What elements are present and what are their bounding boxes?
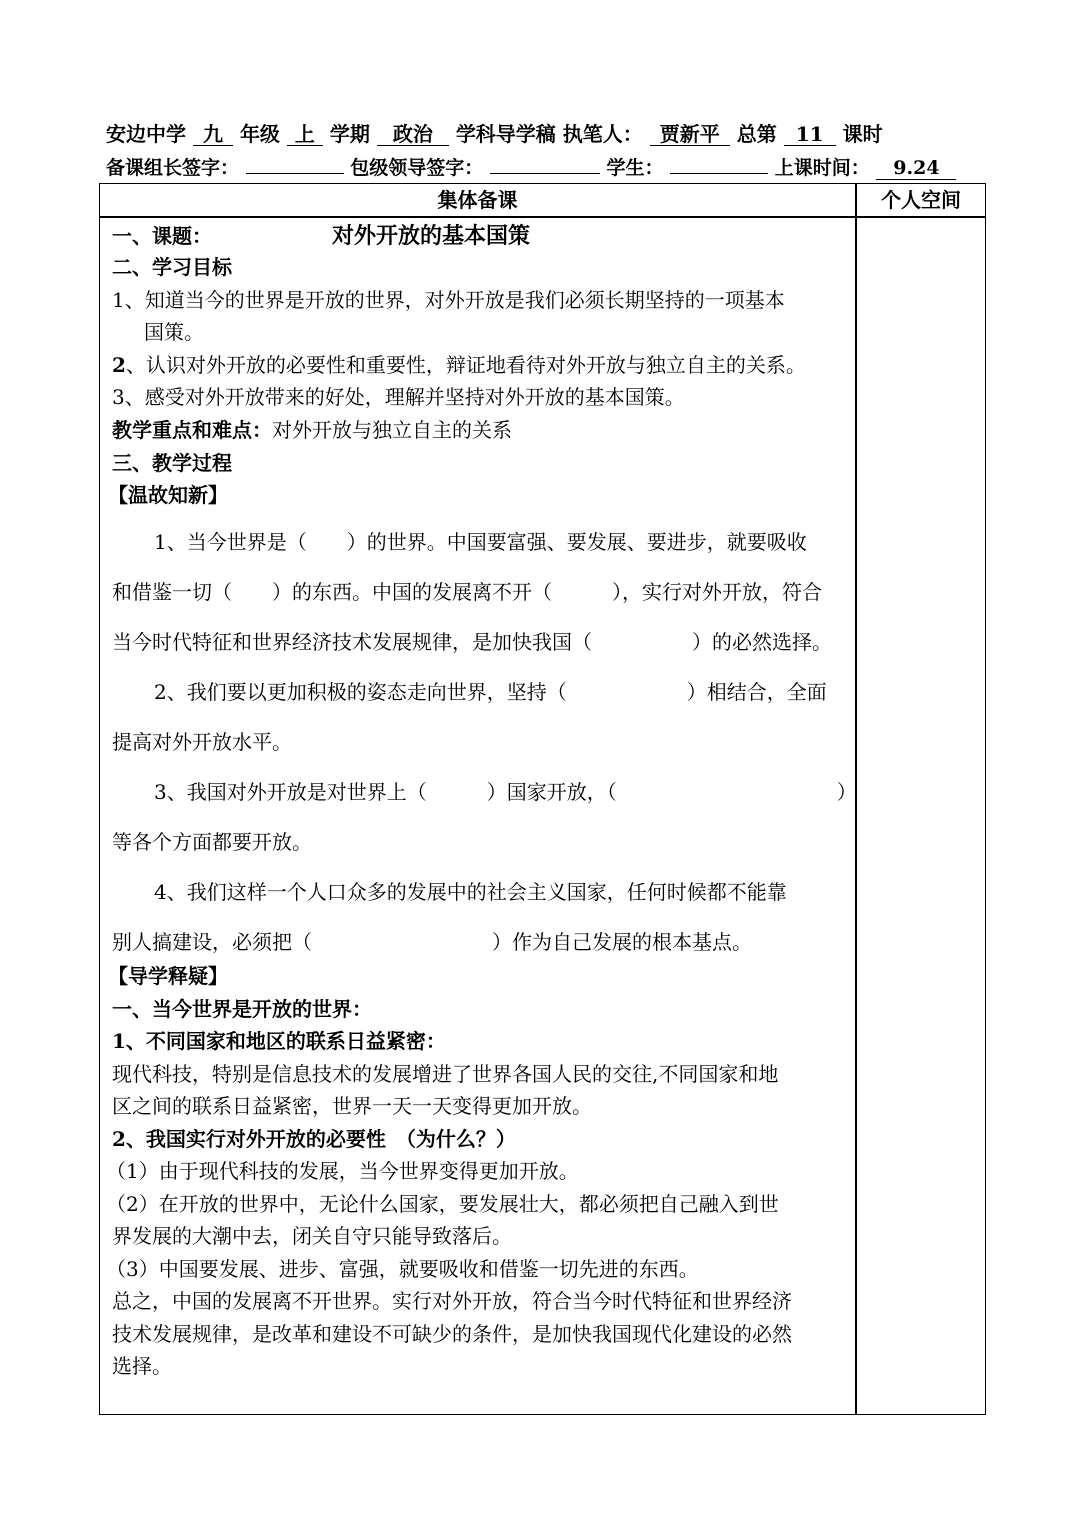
student-blank[interactable]	[670, 173, 768, 174]
review-q3: 3、我国对外开放是对世界上（ ）国家开放，（ ）	[154, 780, 857, 804]
summary-cont: 技术发展规律，是改革和建设不可缺少的条件，是加快我国现代化建设的必然	[112, 1322, 792, 1346]
review-q4-cont: 别人搞建设，必须把（ ）作为自己发展的根本基点。	[112, 930, 752, 954]
grade-label: 年级	[239, 122, 280, 146]
summary: 总之，中国的发展离不开世界。实行对外开放，符合当今时代特征和世界经济	[112, 1289, 792, 1313]
school-name: 安边中学	[106, 122, 186, 146]
goal-2-text: 、认识对外开放的必要性和重要性，辩证地看待对外开放与独立自主的关系。	[125, 353, 806, 377]
review-q1-cont: 和借鉴一切（ ）的东西。中国的发展离不开（ ），实行对外开放，符合	[112, 580, 822, 604]
lesson-number: 11	[784, 123, 836, 146]
review-q2-cont: 提高对外开放水平。	[112, 730, 292, 754]
review-q1: 1、当今世界是（ ）的世界。中国要富强、要发展、要进步，就要吸收	[154, 530, 807, 554]
sign-grade-label: 包级领导签字：	[350, 157, 484, 179]
goal-3: 3、感受对外开放带来的好处，理解并坚持对外开放的基本国策。	[112, 385, 685, 409]
guide-heading: 【导学释疑】	[108, 964, 228, 988]
sign-leader-blank[interactable]	[246, 173, 344, 174]
goal-2-number: 2	[112, 353, 126, 377]
author-label: 执笔人：	[562, 122, 643, 146]
process-heading: 三、教学过程	[112, 451, 232, 475]
review-q2: 2、我们要以更加积极的姿态走向世界，坚持（ ）相结合，全面	[154, 680, 827, 704]
point-1: （1）由于现代科技的发展，当今世界变得更加开放。	[106, 1159, 579, 1183]
review-q1-cont2: 当今时代特征和世界经济技术发展规律，是加快我国（ ）的必然选择。	[112, 630, 832, 654]
document-header-line1	[106, 121, 986, 147]
sign-grade-blank[interactable]	[490, 173, 600, 174]
section1-1-text-cont: 区之间的联系日益紧密，世界一天一天变得更加开放。	[112, 1094, 592, 1118]
term-label: 学期	[329, 122, 370, 146]
header-row-divider	[99, 216, 986, 218]
column-header-personal: 个人空间	[881, 188, 961, 212]
point-2: （2）在开放的世界中，无论什么国家，要发展壮大，都必须把自己融入到世	[106, 1192, 779, 1216]
student-label: 学生：	[606, 157, 664, 179]
key-points-text: 对外开放与独立自主的关系	[272, 418, 512, 442]
grade-value: 九	[193, 123, 233, 146]
point-2-cont: 界发展的大潮中去，闭关自守只能导致落后。	[112, 1224, 512, 1248]
section1-heading: 一、当今世界是开放的世界：	[112, 997, 372, 1021]
key-points	[112, 416, 512, 444]
class-time-value: 9.24	[876, 157, 956, 180]
goal-2	[112, 351, 806, 379]
section1-2-heading: 2、我国实行对外开放的必要性 （为什么？）	[112, 1127, 516, 1151]
personal-space-cell[interactable]	[857, 218, 985, 1414]
summary-cont2: 选择。	[112, 1354, 172, 1378]
subject-label: 学科导学稿	[455, 122, 556, 146]
review-heading: 【温故知新】	[108, 483, 228, 507]
key-points-label: 教学重点和难点：	[112, 418, 272, 442]
point-3: （3）中国要发展、进步、富强，就要吸收和借鉴一切先进的东西。	[106, 1257, 699, 1281]
review-q3-cont: 等各个方面都要开放。	[112, 830, 312, 854]
topic-title: 对外开放的基本国策	[332, 223, 531, 249]
section1-1-text: 现代科技，特别是信息技术的发展增进了世界各国人民的交往,不同国家和地	[112, 1062, 779, 1086]
lesson-label: 课时	[842, 122, 883, 146]
class-time-label: 上课时间：	[774, 157, 870, 179]
total-label: 总第	[736, 122, 777, 146]
author-value: 贾新平	[650, 123, 730, 146]
sign-leader-label: 备课组长签字：	[106, 157, 240, 179]
goal-1-cont: 国策。	[144, 320, 204, 344]
subject-value: 政治	[377, 123, 449, 146]
column-header-collective: 集体备课	[437, 188, 518, 212]
goal-1: 1、知道当今的世界是开放的世界，对外开放是我们必须长期坚持的一项基本	[112, 288, 785, 312]
topic-line	[112, 222, 530, 250]
term-value: 上	[287, 123, 323, 146]
goals-heading: 二、学习目标	[112, 255, 232, 279]
document-header-line2	[106, 155, 986, 181]
review-q4: 4、我们这样一个人口众多的发展中的社会主义国家，任何时候都不能靠	[154, 880, 787, 904]
section1-1-heading: 1、不同国家和地区的联系日益紧密：	[112, 1029, 446, 1053]
topic-label: 一、课题：	[112, 224, 212, 248]
